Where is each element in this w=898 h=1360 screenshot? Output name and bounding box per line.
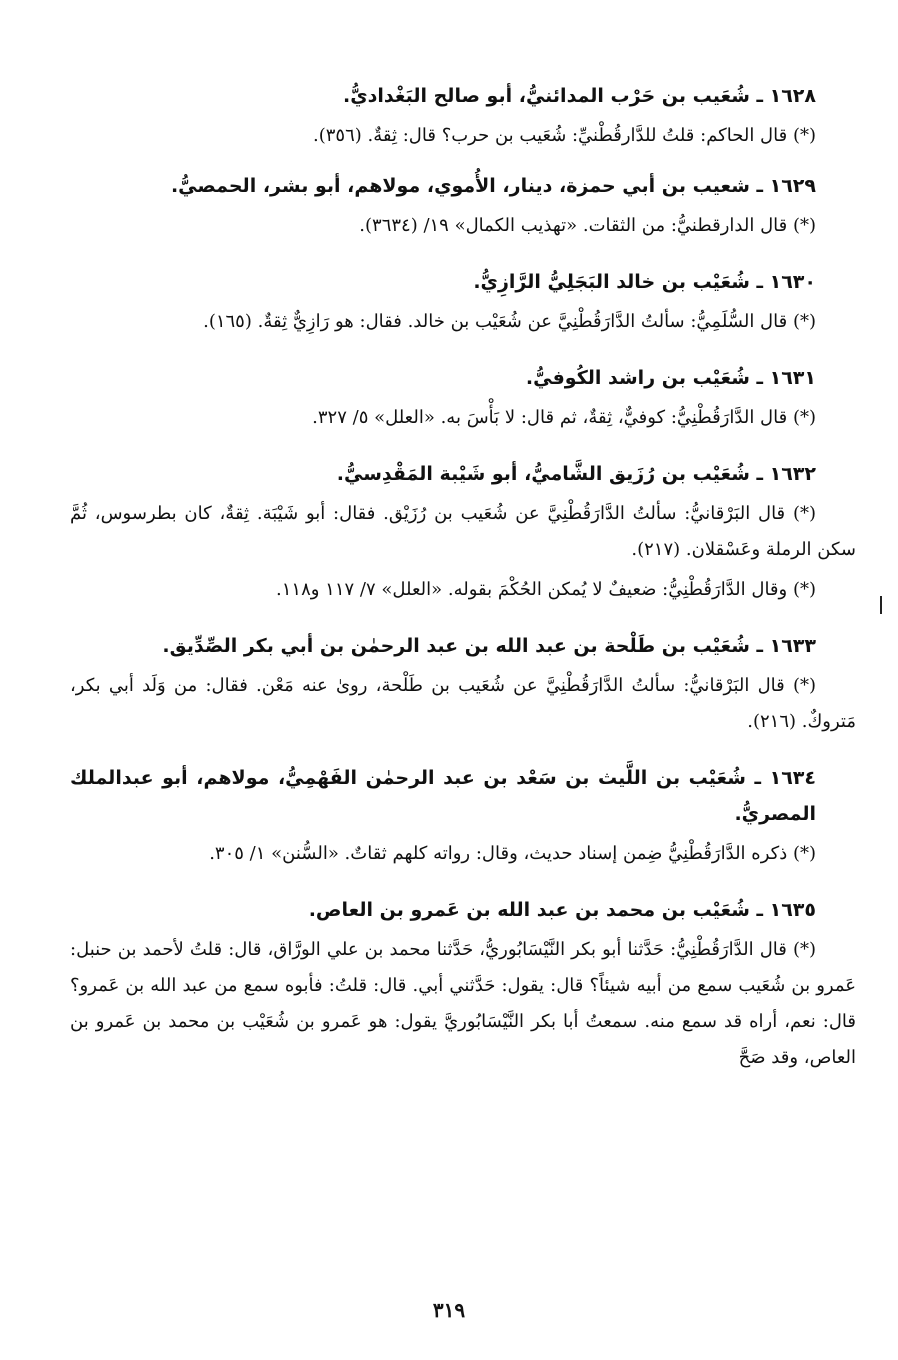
entry-title: ١٦٣١ ـ شُعَيْب بن راشد الكُوفيُّ.	[525, 367, 816, 389]
entry-title: ١٦٢٨ ـ شُعَيب بن حَرْب المدائنيُّ، أبو صالح البَغْداديُّ.	[343, 85, 816, 107]
entry-paragraph: (*) ذكره الدَّارَقُطْنِيُّ ضِمن إسناد حديث، وقال: رواته كلهم ثقاتٌ. «السُّنن» ١/ ٣٠٥.	[209, 843, 816, 864]
margin-mark	[880, 596, 882, 614]
entry-1633	[70, 628, 856, 740]
entry-title: ١٦٣٢ ـ شُعَيْب بن رُزَيق الشَّاميُّ، أبو شَيْبة المَقْدِسيُّ.	[336, 463, 816, 485]
entry-paragraph: (*) قال البَرْقانيُّ: سألتُ الدَّارَقُطْنِيَّ عن شُعَيب بن طَلْحة، روىٰ عنه مَعْن. فقال: من وَلَد أبي بكر، مَتروكٌ. (٢١٦).	[70, 675, 856, 732]
entry-paragraph: (*) قال الدَّارَقُطْنِيُّ: كوفيٌّ، ثِقةٌ، ثم قال: لا بَأْسَ به. «العلل» ٥/ ٣٢٧.	[312, 407, 816, 428]
entry-paragraph: (*) قال الدَّارَقُطْنِيُّ: حَدَّثنا أبو بكر النَّيْسَابُوريُّ، حَدَّثنا محمد بن علي الورَّاق، قال: قلتُ لأحمد بن حنبل: عَمرو بن شُعَيب سمع من أبيه شيئاً؟ قال: يقول: حَدَّثني أبي. قال: قلتُ: فأبوه سمع من عبد الله بن عَمرو؟ قال: نعم، أراه قد سمع منه. سمعتُ أبا بكر النَّيْسَابُوريَّ يقول: هو عَمرو بن شُعَيْب بن محمد بن عَمرو بن العاص، وقد صَحَّ	[70, 939, 856, 1068]
entry-title: ١٦٣٣ ـ شُعَيْب بن طَلْحة بن عبد الله بن عبد الرحمٰن بن أبي بكر الصِّدِّيق.	[162, 635, 816, 657]
entry-title: ١٦٢٩ ـ شعيب بن أبي حمزة، دينار، الأُموي، مولاهم، أبو بشر، الحمصيُّ.	[170, 175, 816, 197]
entry-paragraph: (*) قال الحاكم: قلتُ للدَّارقُطْنيِّ: شُعَيب بن حرب؟ قال: ثِقةٌ. (٣٥٦).	[313, 125, 816, 146]
page-content	[70, 78, 856, 1096]
entry-paragraph: (*) قال الدارقطنيُّ: من الثقات. «تهذيب الكمال» ١٩/ (٣٦٣٤).	[359, 215, 816, 236]
entry-title: ١٦٣٠ ـ شُعَيْب بن خالد البَجَلِيُّ الرَّازِيُّ.	[473, 271, 816, 293]
entry-1629	[70, 168, 856, 244]
page-number: ٣١٩	[432, 1298, 466, 1322]
entry-paragraph: (*) وقال الدَّارَقُطْنِيُّ: ضعيفٌ لا يُمكن الحُكْمَ بقوله. «العلل» ٧/ ١١٧ و١١٨.	[276, 579, 816, 600]
entry-1630	[70, 264, 856, 340]
entry-1628	[70, 78, 856, 154]
entry-title: ١٦٣٤ ـ شُعَيْب بن اللَّيث بن سَعْد بن عبد الرحمٰن الفَهْمِيُّ، مولاهم، أبو عبدالملك المصريُّ.	[70, 767, 816, 825]
entry-paragraph: (*) قال البَرْقانيُّ: سألتُ الدَّارَقُطْنِيَّ عن شُعَيب بن رُزَيْق. فقال: أبو شَيْبَة. ثِقةٌ، كان بطرسوس، ثُمَّ سكن الرملة وعَسْقلان. (٢١٧).	[70, 503, 856, 560]
entry-1635	[70, 892, 856, 1076]
entry-title: ١٦٣٥ ـ شُعَيْب بن محمد بن عبد الله بن عَمرو بن العاص.	[308, 899, 816, 921]
entry-paragraph: (*) قال السُّلَمِيُّ: سألتُ الدَّارَقُطْنِيَّ عن شُعَيْب بن خالد. فقال: هو رَازِيٌّ ثِقةٌ. (١٦٥).	[203, 311, 816, 332]
entry-1632	[70, 456, 856, 608]
entry-1634	[70, 760, 856, 872]
entry-1631	[70, 360, 856, 436]
